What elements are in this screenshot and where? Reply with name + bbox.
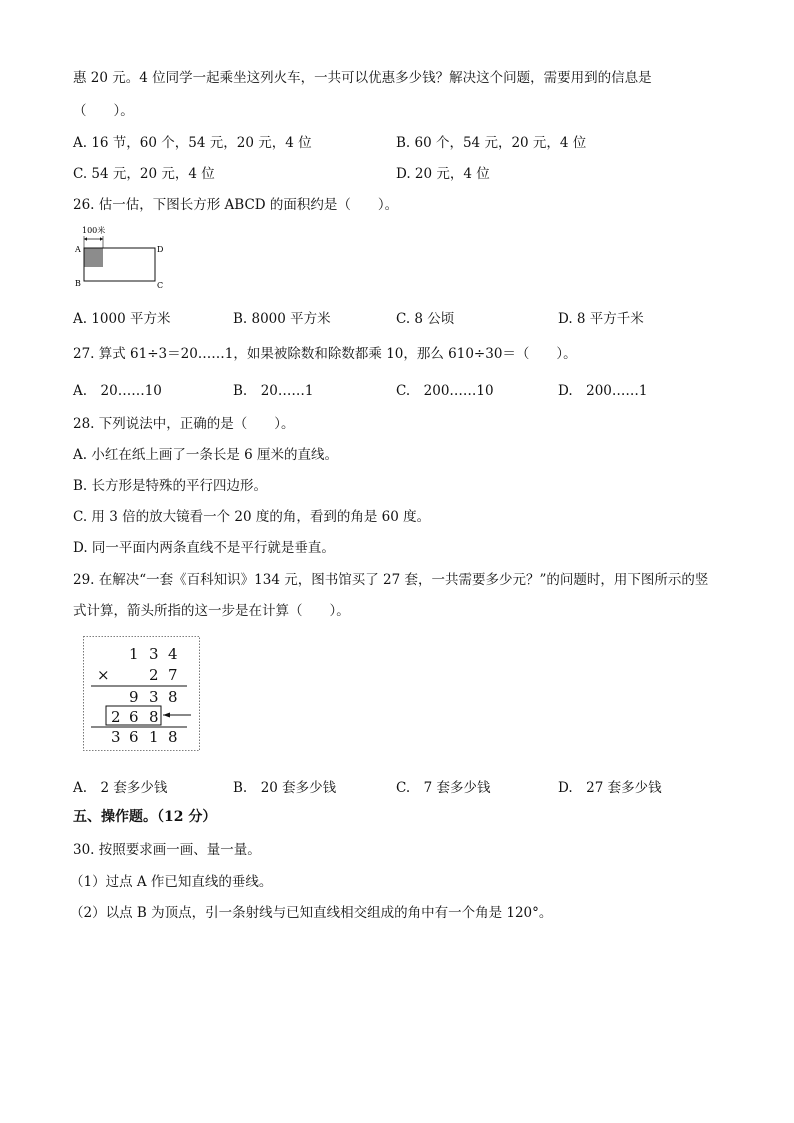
digit-r2-1: 2 xyxy=(149,666,159,684)
q25-stem-line1: 惠 20 元。4 位同学一起乘坐这列火车，一共可以优惠多少钱？解决这个问题，需要用到的信息是 xyxy=(73,70,652,86)
q30-part1: （1）过点 A 作已知直线的垂线。 xyxy=(70,874,273,890)
corner-label-b: B xyxy=(75,279,81,288)
scale-arrow-left-icon xyxy=(84,237,87,240)
digit-r5-1: 3 xyxy=(111,728,121,746)
scale-arrow-right-icon xyxy=(100,237,103,240)
unit-square xyxy=(84,248,103,267)
digit-r3-1: 9 xyxy=(129,688,139,706)
q26-option-d: D. 8 平方千米 xyxy=(558,311,644,327)
dotted-frame xyxy=(84,637,200,751)
digit-r4-1: 2 xyxy=(111,708,121,726)
q27-option-d: D. 200……1 xyxy=(558,383,648,399)
q27-option-c: C. 200……10 xyxy=(396,383,494,399)
digit-r1-3: 4 xyxy=(168,645,178,663)
q30-part2: （2）以点 B 为顶点，引一条射线与已知直线相交组成的角中有一个角是 120°。 xyxy=(70,905,553,921)
corner-label-c: C xyxy=(157,281,164,290)
digit-r5-3: 1 xyxy=(149,728,159,746)
q26-option-a: A. 1000 平方米 xyxy=(73,311,171,327)
digit-r4-2: 6 xyxy=(129,708,139,726)
section-heading: 五、操作题。（12 分） xyxy=(73,809,217,825)
q28-option-a: A. 小红在纸上画了一条长是 6 厘米的直线。 xyxy=(73,447,339,463)
q27-option-b: B. 20……1 xyxy=(233,383,314,399)
q26-option-b: B. 8000 平方米 xyxy=(233,311,331,327)
corner-label-a: A xyxy=(75,245,81,254)
q29-option-b: B. 20 套多少钱 xyxy=(233,780,337,796)
corner-label-d: D xyxy=(157,245,164,254)
q25-option-a: A. 16 节，60 个，54 元，20 元，4 位 xyxy=(73,135,312,151)
q25-option-c: C. 54 元，20 元，4 位 xyxy=(73,166,215,182)
q29-option-d: D. 27 套多少钱 xyxy=(558,780,662,796)
rectangle-abcd-figure xyxy=(72,224,182,294)
digit-r4-3: 8 xyxy=(149,708,159,726)
q27-option-a: A. 20……10 xyxy=(73,383,162,399)
q28-stem: 28. 下列说法中，正确的是（ ）。 xyxy=(73,416,295,432)
q29-option-c: C. 7 套多少钱 xyxy=(396,780,491,796)
q29-stem-line2: 式计算，箭头所指的这一步是在计算（ ）。 xyxy=(73,603,350,619)
digit-r5-4: 8 xyxy=(168,728,178,746)
scale-label: 100米 xyxy=(82,226,106,235)
multiply-sign: × xyxy=(97,666,110,684)
digit-r1-1: 1 xyxy=(129,645,139,663)
digit-r1-2: 3 xyxy=(149,645,159,663)
q29-stem-line1: 29. 在解决“一套《百科知识》134 元，图书馆买了 27 套，一共需要多少元？”的问题时，用下图所示的竖 xyxy=(73,572,709,588)
q28-option-c: C. 用 3 倍的放大镜看一个 20 度的角，看到的角是 60 度。 xyxy=(73,509,431,525)
digit-r2-2: 7 xyxy=(168,666,178,684)
q25-option-b: B. 60 个，54 元，20 元，4 位 xyxy=(396,135,587,151)
q27-stem: 27. 算式 61÷3＝20……1，如果被除数和除数都乘 10，那么 610÷30＝（ ）。 xyxy=(73,346,577,362)
q25-stem-line2: （ ）。 xyxy=(73,103,134,119)
q28-option-b: B. 长方形是特殊的平行四边形。 xyxy=(73,478,268,494)
q26-option-c: C. 8 公顷 xyxy=(396,311,455,327)
q25-option-d: D. 20 元，4 位 xyxy=(396,166,490,182)
digit-r5-2: 6 xyxy=(129,728,139,746)
q26-stem: 26. 估一估，下图长方形 ABCD 的面积约是（ ）。 xyxy=(73,197,399,213)
q29-option-a: A. 2 套多少钱 xyxy=(73,780,168,796)
pointer-arrow-icon xyxy=(163,713,170,718)
vertical-multiplication-figure xyxy=(83,636,201,752)
digit-r3-2: 3 xyxy=(149,688,159,706)
digit-r3-3: 8 xyxy=(168,688,178,706)
q30-stem: 30. 按照要求画一画、量一量。 xyxy=(73,842,261,858)
q28-option-d: D. 同一平面内两条直线不是平行就是垂直。 xyxy=(73,540,335,556)
